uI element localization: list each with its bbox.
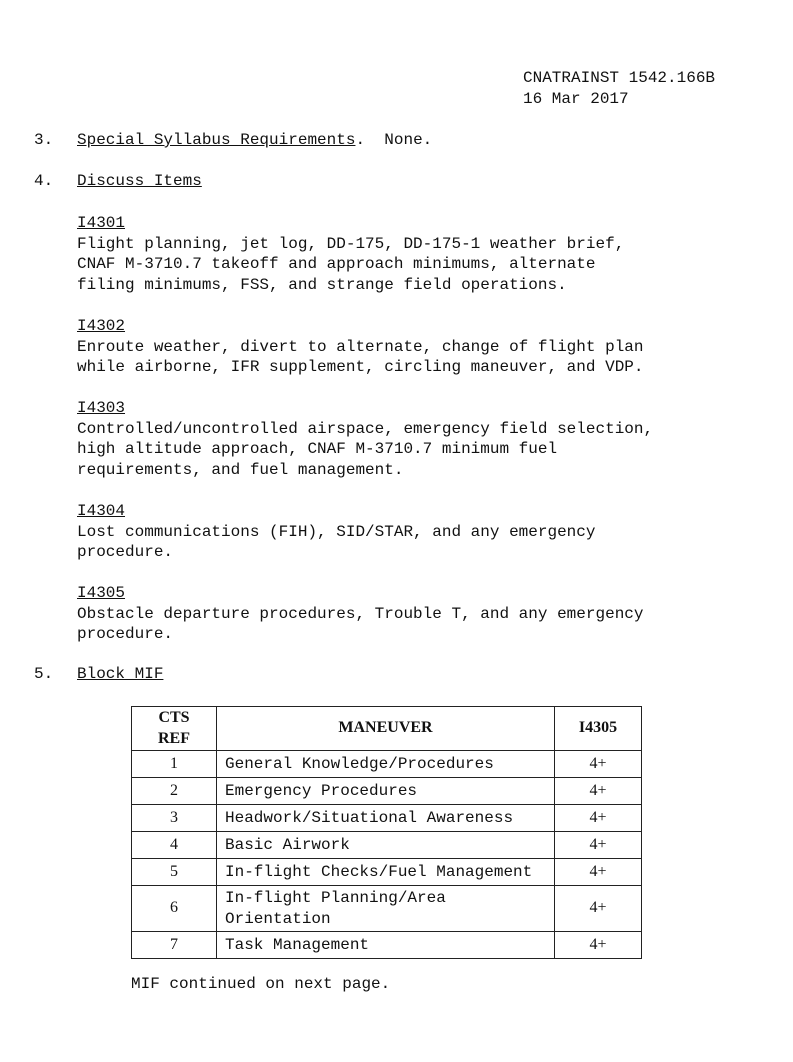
cell-maneuver <box>217 886 555 932</box>
section-3-number: 3. <box>34 131 54 149</box>
discuss-item-id: I4305 <box>77 584 126 602</box>
discuss-item-text: high altitude approach, CNAF M-3710.7 minimum fuel <box>77 440 558 458</box>
cell-grade: 4+ <box>555 859 642 886</box>
cell-grade: 4+ <box>555 751 642 778</box>
table-row <box>132 832 642 859</box>
mif-footnote: MIF continued on next page. <box>131 975 391 993</box>
discuss-item-text: Controlled/uncontrolled airspace, emergency field selection, <box>77 419 654 438</box>
discuss-item-text: procedure. <box>77 625 174 643</box>
cell-maneuver: Emergency Procedures <box>217 778 555 805</box>
discuss-item-text: CNAF M-3710.7 takeoff and approach minimums, alternate <box>77 255 596 273</box>
discuss-item-id: I4304 <box>77 502 126 520</box>
cell-grade: 4+ <box>555 932 642 959</box>
section-4-number: 4. <box>34 172 54 190</box>
section-4-title: Discuss Items <box>77 172 202 190</box>
header-ref: REF <box>158 729 190 747</box>
table-row <box>132 805 642 832</box>
section-3-text: . None. <box>355 131 433 149</box>
cell-grade: 4+ <box>555 886 642 932</box>
table-row <box>132 751 642 778</box>
cell-maneuver: Task Management <box>217 932 555 959</box>
discuss-item-text: requirements, and fuel management. <box>77 460 404 479</box>
discuss-item-text: Flight planning, jet log, DD-175, DD-175-1 weather brief, <box>77 234 625 253</box>
section-5-title: Block MIF <box>77 665 164 683</box>
table-row <box>132 859 642 886</box>
discuss-item-text: Obstacle departure procedures, Trouble T, and any emergency <box>77 604 644 623</box>
discuss-item-id: I4302 <box>77 317 126 335</box>
mif-table <box>131 706 642 959</box>
discuss-item-text: Lost communications (FIH), SID/STAR, and any emergency <box>77 522 596 541</box>
cell-grade: 4+ <box>555 778 642 805</box>
discuss-item-id: I4301 <box>77 214 126 232</box>
cell-ref: 5 <box>132 859 217 886</box>
cell-ref: 3 <box>132 805 217 832</box>
section-5-number: 5. <box>34 665 54 683</box>
table-row <box>132 886 642 932</box>
cell-ref: 7 <box>132 932 217 959</box>
section-3-heading <box>77 131 432 149</box>
cell-ref: 1 <box>132 751 217 778</box>
section-3-title: Special Syllabus Requirements <box>77 131 356 149</box>
cell-maneuver: Basic Airwork <box>217 832 555 859</box>
table-row <box>132 932 642 959</box>
discuss-item-text: Enroute weather, divert to alternate, change of flight plan <box>77 337 644 356</box>
header-cts: CTS <box>158 709 190 726</box>
header-event: I4305 <box>555 707 642 751</box>
cell-maneuver: In-flight Checks/Fuel Management <box>217 859 555 886</box>
mif-header-row <box>132 707 642 751</box>
cell-ref: 4 <box>132 832 217 859</box>
discuss-item-text: procedure. <box>77 543 174 561</box>
header-cts-ref <box>132 707 217 751</box>
discuss-item-text: filing minimums, FSS, and strange field operations. <box>77 275 567 294</box>
cell-maneuver: General Knowledge/Procedures <box>217 751 555 778</box>
discuss-item-text: while airborne, IFR supplement, circling maneuver, and VDP. <box>77 358 644 376</box>
cell-grade: 4+ <box>555 832 642 859</box>
table-row <box>132 778 642 805</box>
discuss-item-id: I4303 <box>77 399 126 417</box>
instruction-number: CNATRAINST 1542.166B <box>523 69 716 87</box>
instruction-date: 16 Mar 2017 <box>523 90 629 108</box>
cell-maneuver: Headwork/Situational Awareness <box>217 805 555 832</box>
header-maneuver: MANEUVER <box>217 707 555 751</box>
cell-grade: 4+ <box>555 805 642 832</box>
cell-maneuver-line: Orientation <box>225 909 331 928</box>
cell-maneuver-line: In-flight Planning/Area <box>225 889 446 907</box>
cell-ref: 2 <box>132 778 217 805</box>
cell-ref: 6 <box>132 886 217 932</box>
